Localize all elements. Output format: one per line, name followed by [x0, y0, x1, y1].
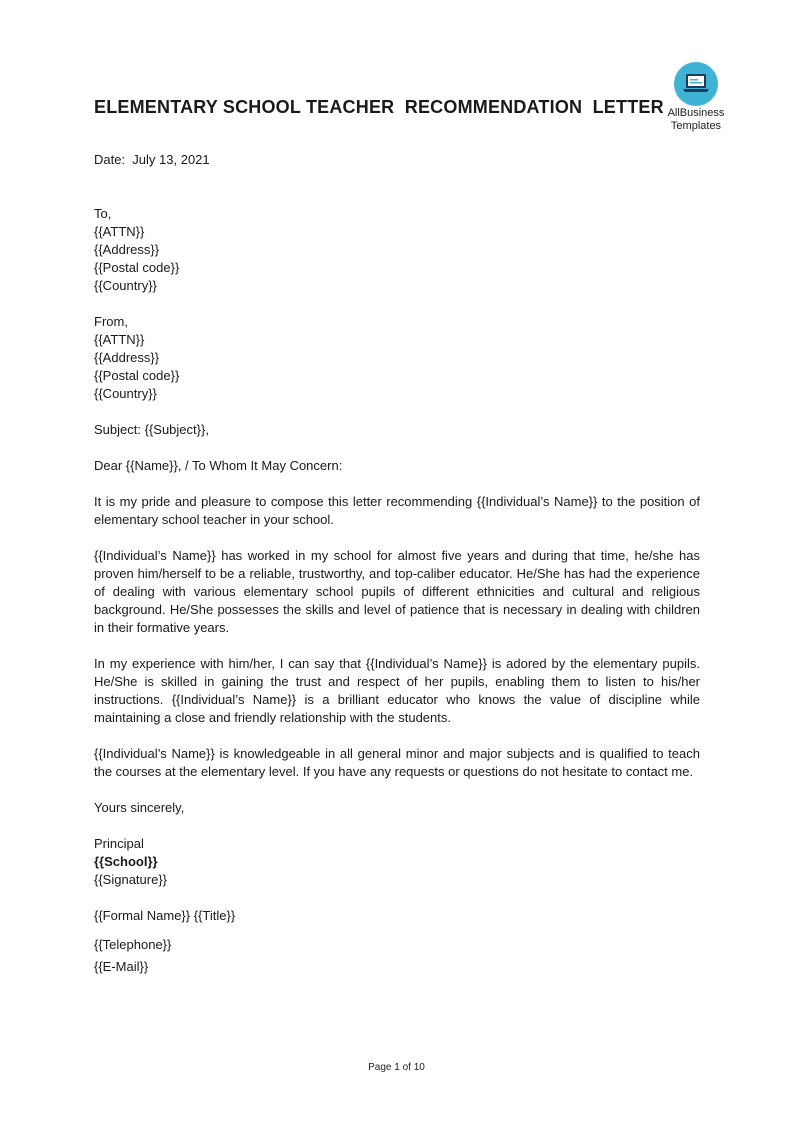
page-number: Page 1 of 10	[368, 1062, 425, 1073]
recipient-attn: {{ATTN}}	[94, 224, 145, 239]
sender-address: {{Address}}	[94, 350, 160, 365]
page-title: ELEMENTARY SCHOOL TEACHER RECOMMENDATION LETTER	[94, 97, 664, 117]
recipient-block	[94, 205, 700, 295]
letter-body	[94, 151, 700, 976]
body-paragraph: It is my pride and pleasure to compose this letter recommending {{Individual’s Name}} to the position of elementary school teacher in your school.	[94, 494, 700, 527]
letter-date: Date: July 13, 2021	[94, 152, 210, 167]
sender-postal: {{Postal code}}	[94, 368, 180, 383]
recipient-label: To,	[94, 206, 112, 221]
sender-block	[94, 313, 700, 403]
sender-label: From,	[94, 314, 128, 329]
allbusiness-logo	[661, 62, 731, 132]
signer-school: {{School}}	[94, 854, 158, 869]
body-paragraph: {{Individual’s Name}} has worked in my school for almost five years and during that time, he/she has proven him/herself to be a reliable, trustworthy, and top-caliber educator. He/She has had the experience of dealing with various elementary school pupils of different ethnicities and cultural and religious background. He/She possesses the skills and level of patience that is necessary in dealing with children in their formative years.	[94, 548, 700, 635]
logo-text-line2: Templates	[670, 120, 722, 132]
body-paragraph: {{Individual’s Name}} is knowledgeable in all general minor and major subjects and is qualified to teach the courses at the elementary level. If you have any requests or questions do not hesitate to contact me.	[94, 746, 700, 779]
recipient-address: {{Address}}	[94, 242, 160, 257]
body-paragraph: In my experience with him/her, I can say that {{Individual’s Name}} is adored by the elementary pupils. He/She is skilled in gaining the trust and respect of her pupils, enabling them to listen to his/her instructions. {{Individual’s Name}} is a brilliant educator who knows the value of discipline while maintaining a close and friendly relationship with the students.	[94, 656, 700, 725]
signer-email: {{E-Mail}}	[94, 959, 149, 974]
letter-subject: Subject: {{Subject}},	[94, 422, 209, 437]
signer-name-title: {{Formal Name}} {{Title}}	[94, 908, 236, 923]
letter-closing: Yours sincerely,	[94, 800, 185, 815]
letter-salutation: Dear {{Name}}, / To Whom It May Concern:	[94, 458, 343, 473]
recipient-country: {{Country}}	[94, 278, 157, 293]
sender-attn: {{ATTN}}	[94, 332, 145, 347]
logo-text-line1: AllBusiness	[667, 107, 725, 119]
recipient-postal: {{Postal code}}	[94, 260, 180, 275]
laptop-icon	[674, 62, 718, 106]
signer-signature: {{Signature}}	[94, 872, 168, 887]
signer-role: Principal	[94, 836, 144, 851]
signer-telephone: {{Telephone}}	[94, 937, 172, 952]
sender-country: {{Country}}	[94, 386, 157, 401]
signature-block	[94, 835, 700, 976]
